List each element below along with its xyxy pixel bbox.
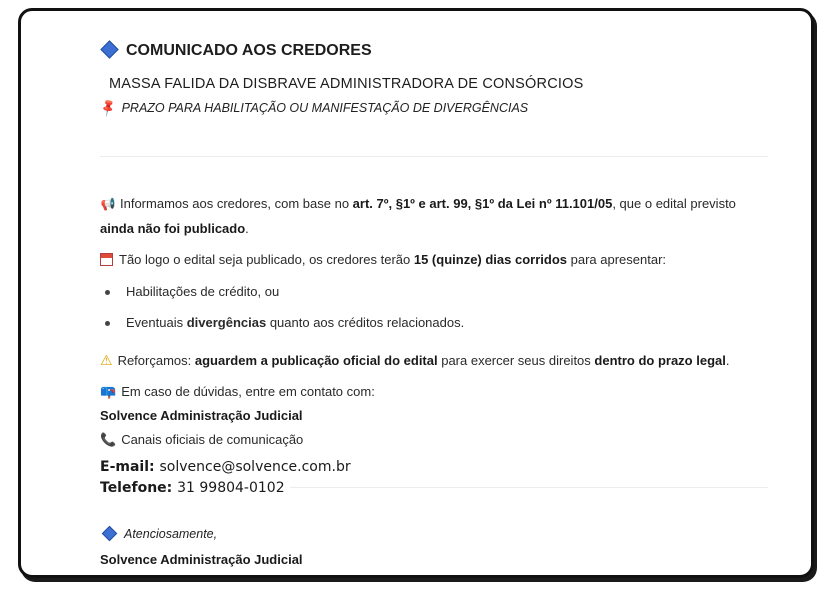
contact-company: Solvence Administração Judicial — [100, 408, 303, 423]
blue-diamond-icon — [102, 526, 118, 542]
paragraph-1-line-1: 📢 Informamos aos credores, com base no art. 7º, §1º e art. 99, §1º da Lei nº 11.101/05, que o edital previsto — [100, 196, 736, 211]
prazo-heading: 📌 PRAZO PARA HABILITAÇÃO OU MANIFESTAÇÃO DE DIVERGÊNCIAS — [98, 97, 529, 119]
closing-signature: Solvence Administração Judicial — [100, 552, 303, 567]
subtitle: MASSA FALIDA DA DISBRAVE ADMINISTRADORA DE CONSÓRCIOS — [109, 76, 584, 92]
calendar-icon — [100, 253, 113, 266]
mailbox-icon: 📪 — [100, 384, 117, 399]
contact-channels: 📞 Canais oficiais de comunicação — [100, 432, 304, 447]
bullet-dot — [105, 321, 110, 326]
telephone-icon: 📞 — [100, 432, 117, 447]
paragraph-2: Tão logo o edital seja publicado, os credores terão 15 (quinze) dias corridos para apresentar: — [100, 252, 666, 267]
list-item: Habilitações de crédito, ou — [105, 284, 279, 299]
pushpin-icon: 📌 — [98, 97, 119, 119]
email-value[interactable]: solvence@solvence.com.br — [159, 459, 351, 475]
blue-diamond-icon — [100, 40, 118, 58]
contact-phone: Telefone: 31 99804-0102 — [100, 480, 285, 496]
closing-greeting: Atenciosamente, — [101, 527, 217, 541]
phone-value[interactable]: 31 99804-0102 — [177, 480, 285, 496]
warning-icon: ⚠ — [100, 352, 113, 368]
list-item: Eventuais divergências quanto aos créditos relacionados. — [105, 315, 464, 330]
divider — [290, 487, 768, 488]
megaphone-icon: 📢 — [100, 197, 116, 211]
page-title: COMUNICADO AOS CREDORES — [100, 42, 372, 60]
paragraph-3: ⚠ Reforçamos: aguardem a publicação oficial do edital para exercer seus direitos dentro do prazo legal. — [100, 352, 730, 368]
paragraph-1-line-2: ainda não foi publicado. — [100, 221, 249, 236]
divider — [100, 156, 768, 157]
contact-intro: 📪 Em caso de dúvidas, entre em contato com: — [100, 384, 375, 399]
bullet-dot — [105, 290, 110, 295]
contact-email: E-mail: solvence@solvence.com.br — [100, 459, 351, 475]
